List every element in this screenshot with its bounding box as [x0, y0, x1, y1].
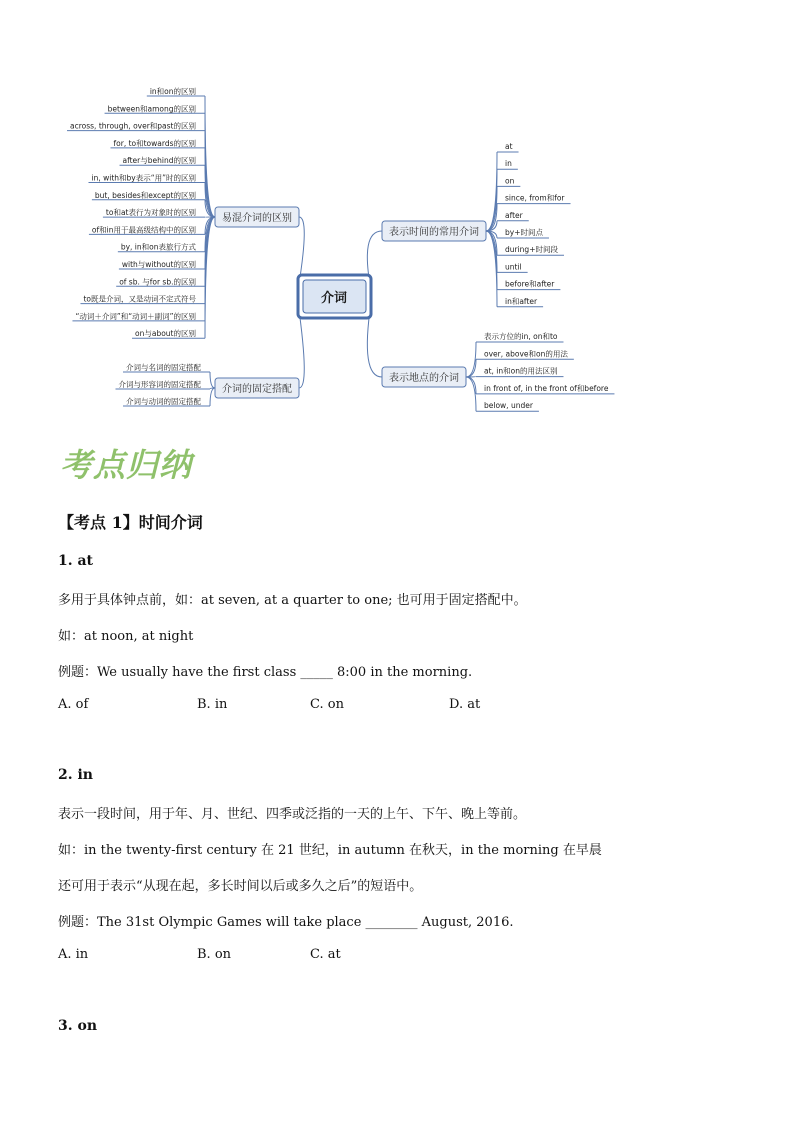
confusable-leaf: of和in用于最高级结构中的区别: [91, 225, 196, 235]
mindmap-node-time: [382, 221, 486, 241]
mindmap-left-leaves: [70, 86, 201, 406]
confusable-leaf: for, to和towards的区别: [113, 138, 196, 148]
time-leaf-connector: [486, 231, 497, 307]
confusable-leaf: across, through, over和past的区别: [70, 121, 196, 131]
time-leaf: after: [505, 210, 523, 220]
confusable-leaf: in, with和by表示“用”时的区别: [91, 173, 196, 183]
place-leaf: 表示方位的in, on和to: [484, 332, 558, 341]
time-leaf: in: [505, 159, 512, 169]
node-label-fixed: 介词的固定搭配: [222, 384, 292, 395]
at-exercise-question: 例题：We usually have the first class _____ 8:00 in the morning.: [58, 665, 473, 680]
confusable-leaf: between和among的区别: [107, 104, 196, 114]
time-leaf: until: [505, 262, 522, 272]
subsection-on-title: 3. on: [58, 1018, 98, 1034]
mindmap: [0, 0, 794, 420]
confusable-leaf: to和at表行为对象时的区别: [105, 208, 196, 218]
fixed-leaf: 介词与形容词的固定搭配: [118, 380, 201, 389]
place-leaf: over, above和on的用法: [484, 349, 568, 359]
time-leaf: at: [505, 142, 513, 151]
place-leaf: below, under: [484, 401, 533, 411]
confusable-leaf: with与without的区别: [121, 260, 196, 269]
node-label-confusable: 易混介词的区别: [222, 213, 292, 224]
in-examples: 如：in the twenty-first century 在 21 世纪，in autumn 在秋天，in the morning 在早晨: [58, 843, 602, 858]
confusable-leaf: but, besides和except的区别: [94, 190, 196, 200]
node-label-time: 表示时间的常用介词: [389, 227, 479, 238]
at-option-c: C. on: [310, 697, 344, 712]
in-option-a: A. in: [58, 947, 89, 962]
place-leaf-connector: [466, 342, 476, 377]
confusable-leaf: of sb. 与for sb.的区别: [119, 277, 196, 287]
subsection-at-title: 1. at: [58, 553, 94, 569]
section-heading-stylized: 考点归纳: [60, 446, 193, 484]
section-title: 【考点 1】时间介词: [58, 513, 203, 532]
mindmap-center-node: [298, 275, 371, 318]
confusable-leaf: on与about的区别: [135, 329, 196, 339]
in-exercise-question: 例题：The 31st Olympic Games will take place ________ August, 2016.: [58, 915, 514, 930]
at-option-d: D. at: [449, 697, 481, 712]
at-description: 多用于具体钟点前，如：at seven, at a quarter to one; 也可用于固定搭配中。: [58, 593, 527, 608]
fixed-leaf-connector: [210, 388, 215, 406]
node-label-place: 表示地点的介词: [389, 373, 459, 384]
place-leaf: at, in和on的用法区别: [484, 366, 558, 376]
confusable-leaf: after与behind的区别: [122, 156, 196, 166]
mindmap-node-fixed: [215, 378, 299, 398]
time-leaf: by+时间点: [505, 228, 543, 237]
at-examples: 如：at noon, at night: [58, 629, 194, 644]
time-leaf: before和after: [505, 279, 555, 289]
confusable-leaf: “动词＋介词”和“动词＋副词”的区别: [75, 311, 196, 321]
place-leaf: in front of, in the front of和before: [484, 383, 609, 393]
time-leaf: in和after: [505, 296, 538, 306]
in-description: 表示一段时间，用于年、月、世纪、四季或泛指的一天的上午、下午、晚上等前。: [58, 807, 527, 822]
fixed-leaf: 介词与动词的固定搭配: [126, 397, 201, 406]
time-leaf: since, from和for: [505, 193, 565, 203]
at-option-a: A. of: [58, 697, 89, 712]
confusable-leaf: by, in和on表旅行方式: [120, 242, 196, 252]
mindmap-right-leaves: [484, 142, 609, 410]
time-leaf: during+时间段: [505, 245, 558, 255]
in-option-c: C. at: [310, 947, 341, 962]
fixed-leaf-connector: [210, 372, 215, 388]
confusable-leaf: to既是介词，又是动词不定式符号: [83, 294, 196, 304]
subsection-in-title: 2. in: [58, 767, 93, 783]
at-option-b: B. in: [197, 697, 228, 712]
center-label: 介词: [320, 291, 348, 306]
mindmap-node-place: [382, 367, 466, 387]
confusable-leaf: in和on的区别: [149, 87, 196, 96]
mindmap-node-confusable: [215, 207, 299, 227]
time-leaf: on: [505, 176, 515, 186]
fixed-leaf: 介词与名词的固定搭配: [126, 363, 201, 372]
in-extra-usage: 还可用于表示“从现在起，多长时间以后或多久之后”的短语中。: [58, 879, 423, 894]
in-option-b: B. on: [197, 947, 232, 962]
